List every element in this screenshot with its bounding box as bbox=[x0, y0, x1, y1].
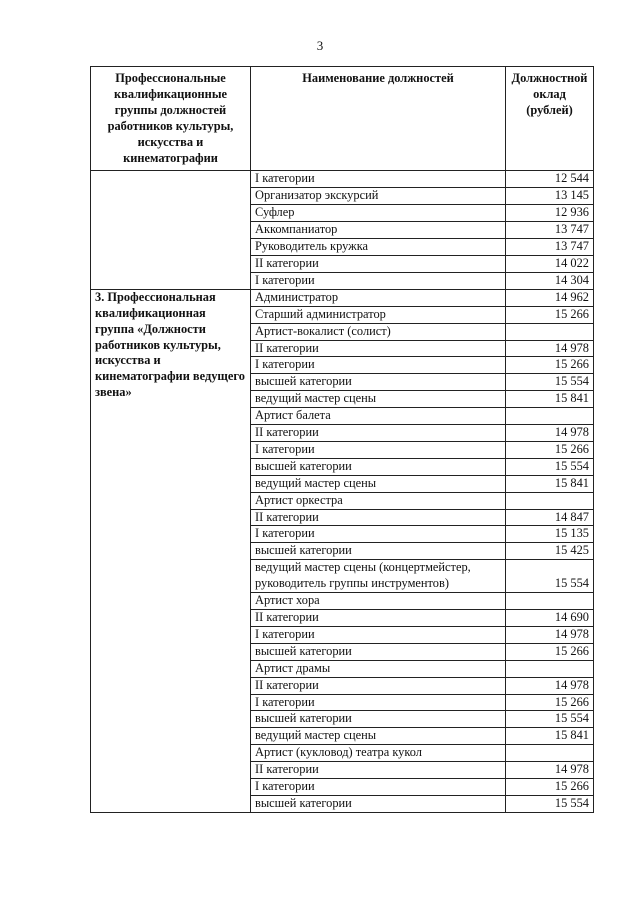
table-row bbox=[91, 171, 594, 188]
salary-cell: 15 266 bbox=[506, 643, 594, 660]
salary-cell: 14 304 bbox=[506, 272, 594, 289]
position-cell: высшей категории bbox=[251, 795, 506, 812]
salary-cell: 15 841 bbox=[506, 728, 594, 745]
position-cell: Администратор bbox=[251, 289, 506, 306]
salary-cell: 14 978 bbox=[506, 677, 594, 694]
position-cell: II категории bbox=[251, 610, 506, 627]
salary-cell bbox=[506, 492, 594, 509]
salary-cell: 13 145 bbox=[506, 188, 594, 205]
salary-cell: 14 022 bbox=[506, 255, 594, 272]
position-cell: I категории bbox=[251, 357, 506, 374]
salary-cell: 15 554 bbox=[506, 795, 594, 812]
salary-cell bbox=[506, 745, 594, 762]
position-cell: II категории bbox=[251, 425, 506, 442]
header-group: Профессиональные квалификационные группы должностей работников культуры, искусства и кинематографии bbox=[91, 67, 251, 171]
salary-table bbox=[90, 66, 594, 813]
position-cell: Артист оркестра bbox=[251, 492, 506, 509]
header-position: Наименование должностей bbox=[251, 67, 506, 171]
position-cell: I категории bbox=[251, 441, 506, 458]
group-cell bbox=[91, 171, 251, 289]
salary-cell: 15 425 bbox=[506, 543, 594, 560]
position-cell: Артист драмы bbox=[251, 660, 506, 677]
position-cell: I категории bbox=[251, 626, 506, 643]
salary-cell bbox=[506, 408, 594, 425]
position-cell: Артист балета bbox=[251, 408, 506, 425]
position-cell: Руководитель кружка bbox=[251, 239, 506, 256]
salary-cell: 15 841 bbox=[506, 391, 594, 408]
salary-cell bbox=[506, 323, 594, 340]
position-cell: высшей категории bbox=[251, 458, 506, 475]
salary-cell: 14 690 bbox=[506, 610, 594, 627]
header-salary: Должностной оклад (рублей) bbox=[506, 67, 594, 171]
position-cell: высшей категории bbox=[251, 543, 506, 560]
position-cell: I категории bbox=[251, 171, 506, 188]
position-cell: I категории bbox=[251, 779, 506, 796]
position-cell: ведущий мастер сцены bbox=[251, 728, 506, 745]
salary-cell: 15 554 bbox=[506, 374, 594, 391]
salary-cell: 14 978 bbox=[506, 340, 594, 357]
position-cell: II категории bbox=[251, 509, 506, 526]
salary-cell: 14 962 bbox=[506, 289, 594, 306]
salary-cell: 14 978 bbox=[506, 425, 594, 442]
salary-cell: 12 544 bbox=[506, 171, 594, 188]
position-cell: высшей категории bbox=[251, 374, 506, 391]
position-cell: Артист хора bbox=[251, 593, 506, 610]
position-cell: I категории bbox=[251, 526, 506, 543]
salary-cell: 15 135 bbox=[506, 526, 594, 543]
salary-cell: 15 841 bbox=[506, 475, 594, 492]
salary-cell: 15 266 bbox=[506, 357, 594, 374]
table-header-row bbox=[91, 67, 594, 171]
salary-cell: 14 978 bbox=[506, 762, 594, 779]
salary-cell: 15 266 bbox=[506, 694, 594, 711]
page-number: 3 bbox=[316, 38, 324, 53]
table-body-continued bbox=[91, 171, 594, 289]
table-row bbox=[91, 289, 594, 306]
group-label: 3. Профессиональная квалификационная группа «Должности работников культуры, искусства и кинематографии ведущего звена» bbox=[95, 289, 245, 400]
position-cell: II категории bbox=[251, 340, 506, 357]
position-cell: ведущий мастер сцены bbox=[251, 391, 506, 408]
salary-cell: 15 554 bbox=[506, 711, 594, 728]
salary-cell: 15 554 bbox=[506, 458, 594, 475]
position-cell: Организатор экскурсий bbox=[251, 188, 506, 205]
group-cell bbox=[91, 289, 251, 812]
position-cell: высшей категории bbox=[251, 643, 506, 660]
position-cell: I категории bbox=[251, 272, 506, 289]
salary-cell: 15 266 bbox=[506, 441, 594, 458]
position-cell: Аккомпаниатор bbox=[251, 222, 506, 239]
position-cell: ведущий мастер сцены bbox=[251, 475, 506, 492]
salary-cell: 14 978 bbox=[506, 626, 594, 643]
salary-cell: 15 266 bbox=[506, 306, 594, 323]
table-body-group-3 bbox=[91, 289, 594, 812]
position-cell: Артист (кукловод) театра кукол bbox=[251, 745, 506, 762]
salary-cell: 13 747 bbox=[506, 222, 594, 239]
salary-cell: 12 936 bbox=[506, 205, 594, 222]
position-cell: II категории bbox=[251, 255, 506, 272]
salary-cell: 13 747 bbox=[506, 239, 594, 256]
position-cell: Суфлер bbox=[251, 205, 506, 222]
salary-cell bbox=[506, 593, 594, 610]
position-cell: высшей категории bbox=[251, 711, 506, 728]
position-cell: II категории bbox=[251, 677, 506, 694]
salary-cell: 15 266 bbox=[506, 779, 594, 796]
salary-cell: 14 847 bbox=[506, 509, 594, 526]
position-cell: ведущий мастер сцены (концертмейстер, руководитель группы инструментов) bbox=[251, 560, 506, 593]
salary-cell: 15 554 bbox=[506, 560, 594, 593]
position-cell: II категории bbox=[251, 762, 506, 779]
position-cell: Артист-вокалист (солист) bbox=[251, 323, 506, 340]
position-cell: I категории bbox=[251, 694, 506, 711]
position-cell: Старший администратор bbox=[251, 306, 506, 323]
salary-cell bbox=[506, 660, 594, 677]
